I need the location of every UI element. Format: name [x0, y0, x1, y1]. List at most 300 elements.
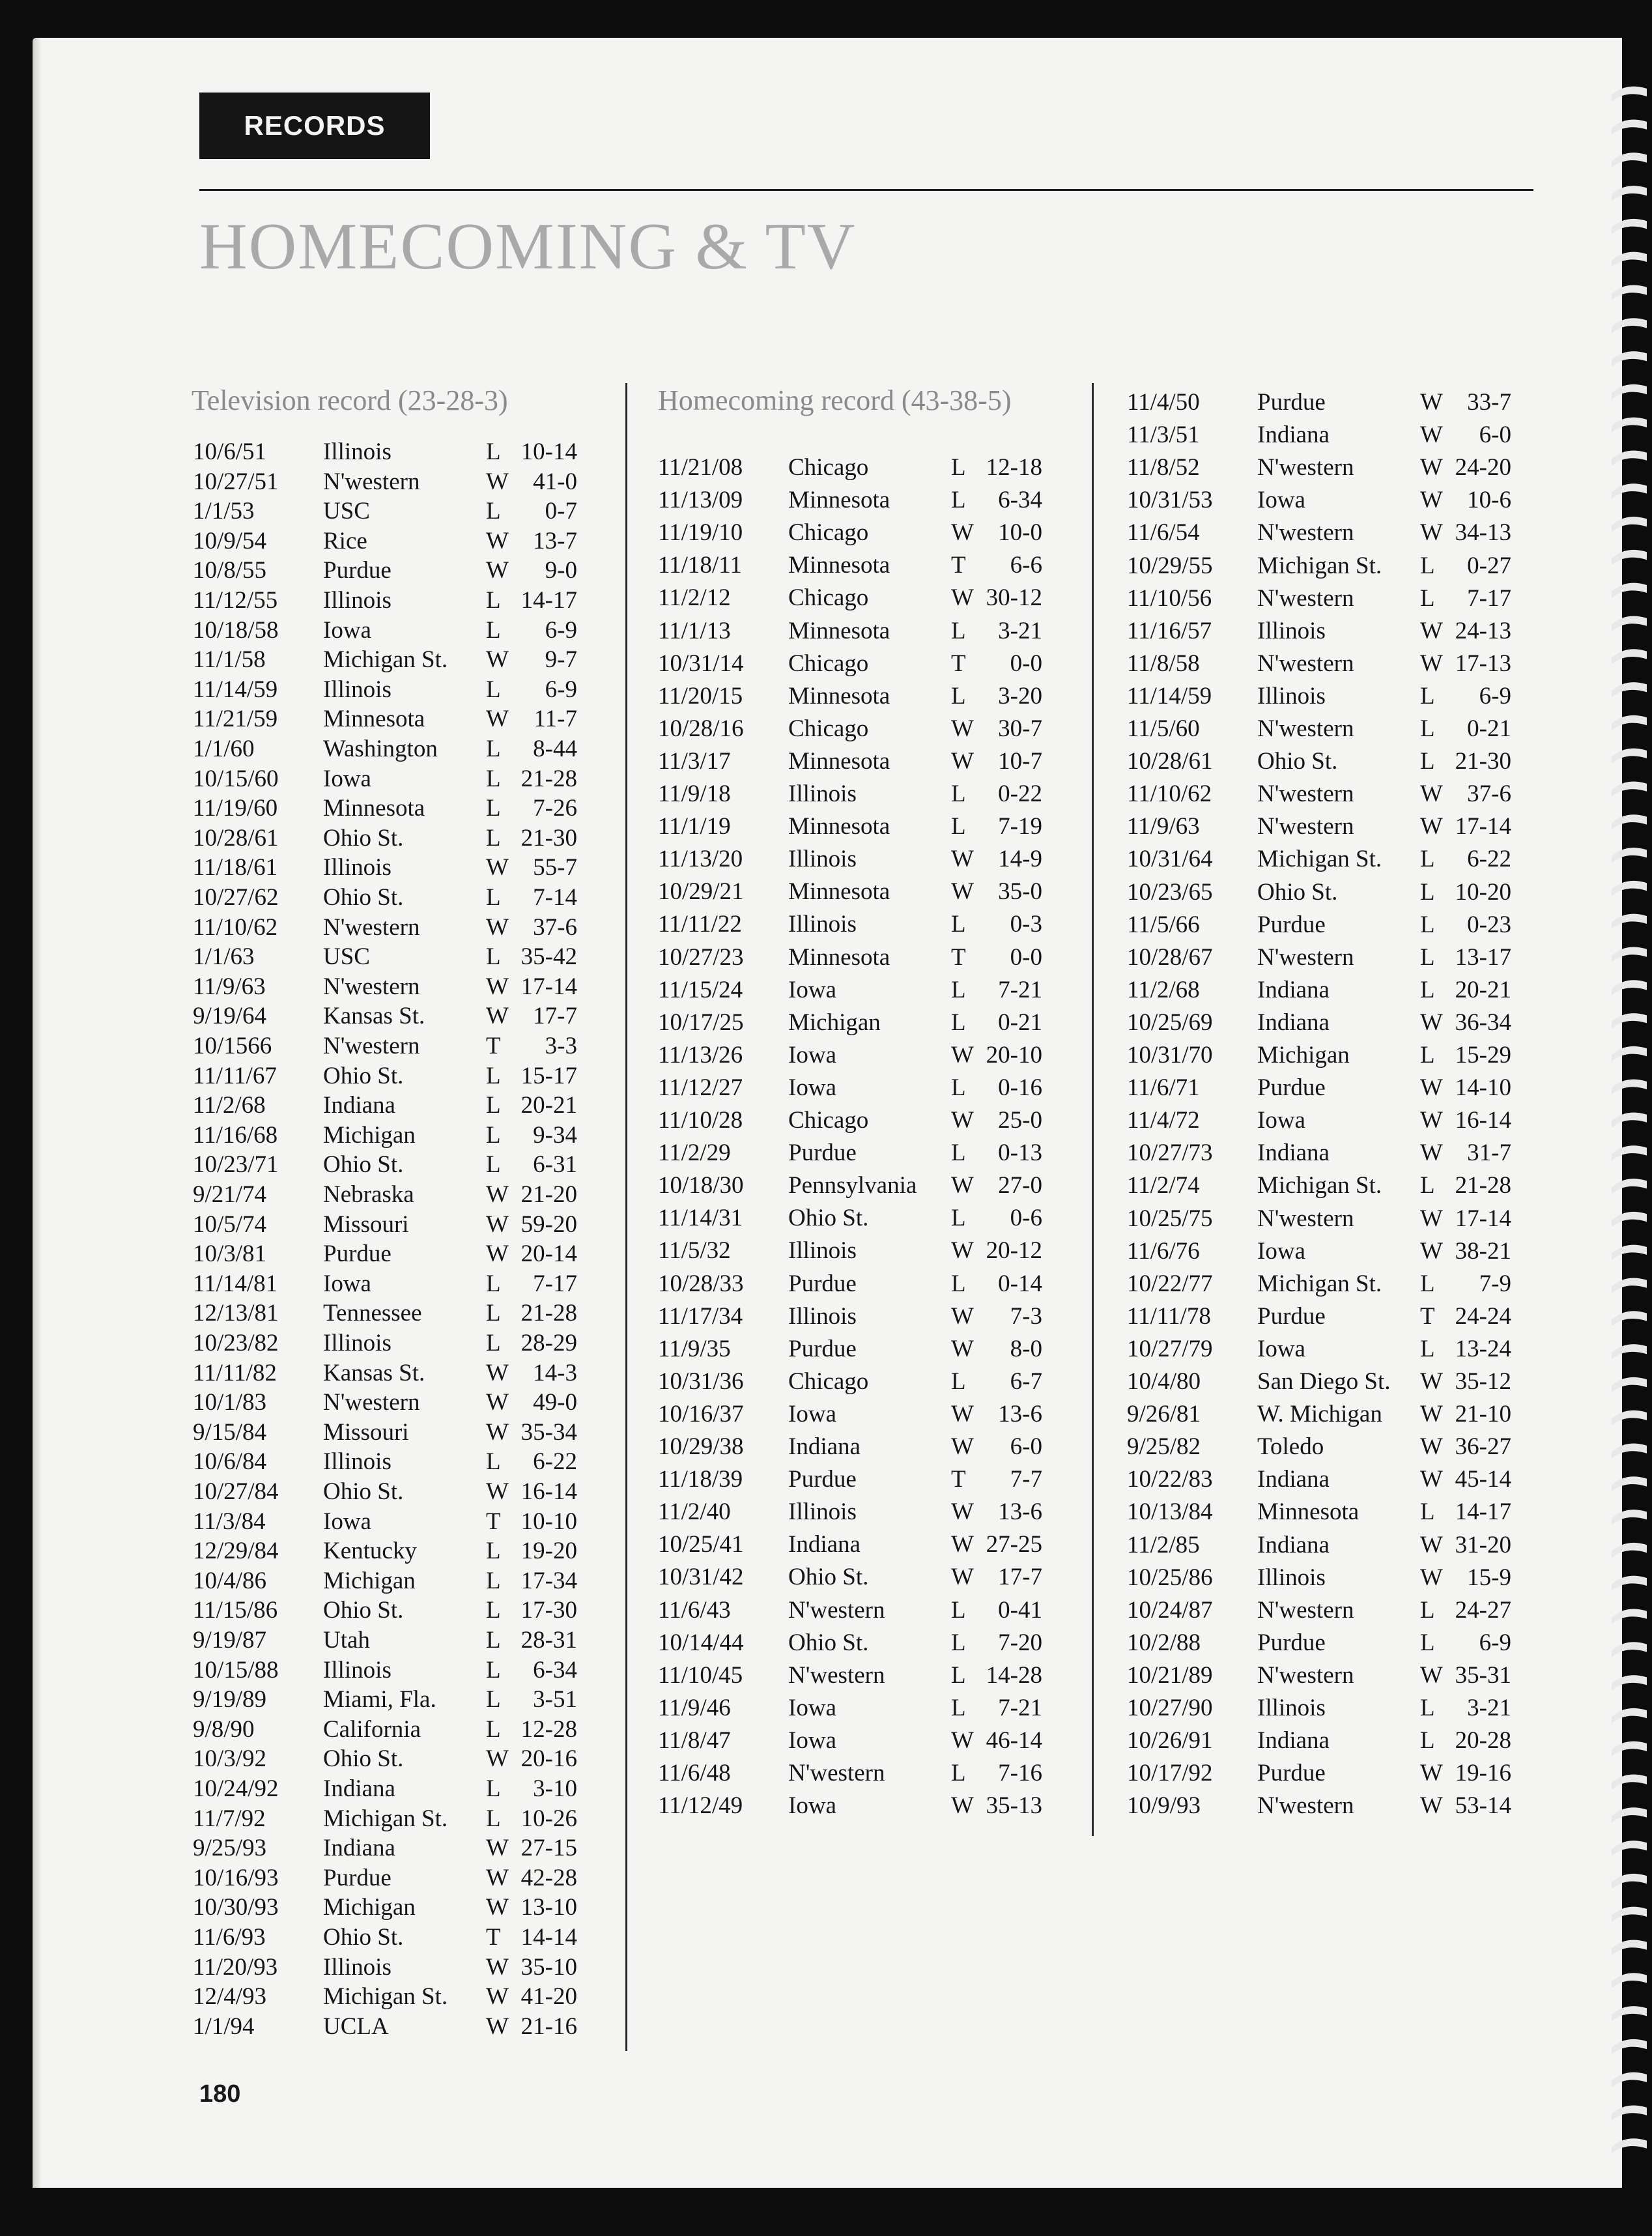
score: 27-25 — [986, 1531, 1042, 1558]
score: 7-21 — [998, 976, 1042, 1003]
result: L — [486, 438, 501, 465]
game-date: 11/14/31 — [658, 1205, 743, 1232]
opponent: Purdue — [323, 1864, 392, 1891]
game-date: 10/30/93 — [193, 1894, 279, 1921]
result: L — [951, 1205, 966, 1232]
game-date: 10/16/93 — [193, 1864, 279, 1891]
score: 3-51 — [533, 1686, 577, 1713]
opponent: N'western — [323, 468, 420, 495]
opponent: Pennsylvania — [788, 1172, 917, 1199]
game-date: 10/18/58 — [193, 616, 279, 644]
binding-coil — [1612, 1807, 1647, 1822]
game-date: 10/16/37 — [658, 1400, 744, 1427]
score: 6-9 — [545, 676, 577, 703]
binding-coil — [1612, 351, 1647, 366]
opponent: Iowa — [788, 1400, 836, 1427]
score: 3-21 — [1467, 1695, 1511, 1721]
opponent: Minnesota — [323, 706, 425, 733]
result: L — [486, 1538, 501, 1565]
opponent: Michigan St. — [323, 1805, 448, 1832]
score: 7-21 — [998, 1694, 1042, 1721]
score: 13-6 — [998, 1498, 1042, 1526]
section-label: RECORDS — [244, 110, 386, 141]
opponent: Illinois — [788, 1302, 857, 1330]
result: W — [486, 1418, 509, 1446]
result: W — [951, 1237, 974, 1265]
game-date: 11/12/55 — [193, 587, 278, 614]
opponent: Michigan St. — [1257, 1270, 1382, 1297]
opponent: Indiana — [323, 1092, 395, 1119]
score: 33-7 — [1467, 389, 1511, 416]
result: L — [486, 1627, 501, 1654]
result: W — [951, 1302, 974, 1330]
game-date: 9/19/87 — [193, 1627, 267, 1654]
result: L — [1420, 1042, 1435, 1068]
score: 21-28 — [520, 765, 577, 792]
game-date: 11/12/49 — [658, 1792, 743, 1820]
binding-coil — [1612, 1145, 1647, 1160]
binding-coil — [1612, 1609, 1647, 1624]
page-number: 180 — [199, 2080, 241, 2108]
column-divider — [625, 383, 627, 2051]
binding-coil — [1612, 252, 1647, 267]
game-date: 11/14/81 — [193, 1270, 278, 1297]
game-date: 11/9/63 — [193, 973, 266, 1000]
opponent: Kansas St. — [323, 1359, 425, 1386]
score: 20-16 — [520, 1745, 577, 1773]
opponent: N'western — [1257, 1661, 1354, 1689]
binding-coil — [1612, 186, 1647, 201]
result: W — [486, 913, 509, 941]
game-date: 11/11/82 — [193, 1359, 277, 1386]
result: L — [486, 1597, 501, 1624]
opponent: Indiana — [1257, 1466, 1330, 1493]
opponent: Ohio St. — [1257, 878, 1338, 906]
opponent: Kansas St. — [323, 1003, 425, 1030]
opponent: Ohio St. — [323, 824, 404, 852]
binding-coil — [1612, 814, 1647, 829]
score: 35-0 — [998, 878, 1042, 906]
score: 10-7 — [998, 747, 1042, 775]
opponent: Illinois — [323, 1448, 392, 1476]
result: L — [1420, 1498, 1435, 1526]
opponent: Toledo — [1257, 1433, 1324, 1461]
opponent: Minnesota — [788, 487, 890, 514]
game-date: 10/5/74 — [193, 1211, 267, 1238]
score: 16-14 — [1455, 1107, 1511, 1134]
score: 13-6 — [998, 1400, 1042, 1427]
result: L — [486, 1448, 501, 1476]
opponent: Purdue — [788, 1335, 857, 1362]
score: 21-30 — [520, 824, 577, 852]
result: L — [951, 1270, 966, 1297]
opponent: Ohio St. — [323, 1151, 404, 1179]
game-date: 11/3/17 — [658, 747, 731, 775]
game-date: 11/8/52 — [1127, 454, 1200, 481]
game-date: 10/6/51 — [193, 438, 267, 465]
opponent: Chicago — [788, 584, 869, 612]
opponent: N'western — [323, 1389, 420, 1416]
binding-coil — [1612, 616, 1647, 631]
game-date: 10/3/92 — [193, 1745, 267, 1773]
result: L — [1420, 846, 1435, 873]
result: L — [1420, 976, 1435, 1003]
opponent: Indiana — [323, 1775, 395, 1802]
score: 21-28 — [1455, 1172, 1511, 1199]
score: 37-6 — [1467, 781, 1511, 808]
result: W — [951, 1335, 974, 1362]
result: W — [951, 1792, 974, 1820]
score: 14-9 — [998, 846, 1042, 873]
result: W — [951, 1400, 974, 1427]
game-date: 11/21/08 — [658, 454, 743, 481]
game-date: 10/26/91 — [1127, 1727, 1213, 1755]
opponent: Utah — [323, 1627, 370, 1654]
opponent: Iowa — [323, 765, 371, 792]
score: 0-3 — [1010, 911, 1042, 938]
game-date: 11/14/59 — [193, 676, 278, 703]
game-date: 9/25/82 — [1127, 1433, 1201, 1461]
result: W — [1420, 781, 1443, 808]
result: L — [486, 616, 501, 644]
result: W — [951, 846, 974, 873]
game-date: 11/16/68 — [193, 1121, 278, 1149]
result: L — [486, 1656, 501, 1684]
opponent: Iowa — [788, 1074, 836, 1101]
opponent: Illinois — [1257, 682, 1326, 710]
opponent: Purdue — [1257, 1302, 1326, 1330]
binding-coil — [1612, 715, 1647, 730]
score: 21-10 — [1455, 1401, 1511, 1428]
score: 13-10 — [520, 1894, 577, 1921]
result: T — [486, 1508, 501, 1535]
game-date: 10/23/71 — [193, 1151, 279, 1179]
game-date: 10/1/83 — [193, 1389, 267, 1416]
game-date: 10/31/14 — [658, 650, 744, 677]
opponent: Purdue — [323, 557, 392, 584]
score: 7-19 — [998, 813, 1042, 840]
opponent: Michigan St. — [323, 646, 448, 674]
result: W — [486, 2013, 509, 2040]
binding-coil — [1612, 1543, 1647, 1558]
score: 6-9 — [1479, 682, 1511, 710]
game-date: 9/25/93 — [193, 1835, 267, 1862]
opponent: N'western — [1257, 1596, 1354, 1624]
game-date: 9/15/84 — [193, 1418, 267, 1446]
header-rule — [199, 189, 1533, 191]
game-date: 10/31/64 — [1127, 846, 1213, 873]
game-date: 11/19/60 — [193, 795, 278, 822]
score: 6-7 — [1010, 1368, 1042, 1395]
result: L — [486, 1151, 501, 1179]
score: 6-22 — [1467, 846, 1511, 873]
game-date: 11/9/63 — [1127, 813, 1200, 840]
score: 8-0 — [1010, 1335, 1042, 1362]
result: L — [1420, 1172, 1435, 1199]
game-date: 10/6/84 — [193, 1448, 267, 1476]
opponent: Michigan — [1257, 1042, 1350, 1068]
result: W — [1420, 650, 1443, 677]
result: W — [486, 1983, 509, 2011]
result: L — [1420, 943, 1435, 971]
result: W — [486, 468, 509, 495]
result: L — [1420, 1335, 1435, 1362]
score: 27-0 — [998, 1172, 1042, 1199]
result: L — [951, 1694, 966, 1721]
binding-coil — [1612, 1013, 1647, 1028]
result: L — [1420, 715, 1435, 742]
result: W — [486, 706, 509, 733]
score: 17-14 — [1455, 1205, 1511, 1232]
score: 0-21 — [1467, 715, 1511, 742]
binding-coil — [1612, 384, 1647, 399]
game-date: 10/31/36 — [658, 1368, 744, 1395]
game-date: 11/6/93 — [193, 1924, 266, 1951]
binding-coil — [1612, 980, 1647, 995]
score: 17-7 — [533, 1003, 577, 1030]
game-date: 12/4/93 — [193, 1983, 267, 2011]
opponent: Michigan — [323, 1567, 416, 1594]
opponent: Illinois — [323, 854, 392, 882]
game-date: 10/17/25 — [658, 1009, 744, 1036]
result: W — [1420, 1074, 1443, 1102]
result: W — [951, 1531, 974, 1558]
score: 7-9 — [1479, 1270, 1511, 1297]
game-date: 11/5/32 — [658, 1237, 731, 1265]
score: 0-13 — [998, 1140, 1042, 1167]
opponent: Illinois — [788, 911, 857, 938]
opponent: Ohio St. — [323, 1924, 404, 1951]
opponent: Minnesota — [788, 552, 890, 579]
opponent: Purdue — [1257, 1629, 1326, 1656]
game-date: 11/2/85 — [1127, 1531, 1200, 1558]
spiral-binding — [1606, 0, 1652, 2236]
opponent: Illinois — [788, 846, 857, 873]
score: 20-21 — [520, 1092, 577, 1119]
game-date: 11/7/92 — [193, 1805, 266, 1832]
opponent: Michigan — [323, 1894, 416, 1921]
result: W — [486, 973, 509, 1000]
result: W — [486, 527, 509, 554]
result: L — [951, 1629, 966, 1656]
score: 0-14 — [998, 1270, 1042, 1297]
game-date: 10/28/61 — [1127, 748, 1213, 775]
score: 6-9 — [545, 616, 577, 644]
binding-coil — [1612, 749, 1647, 764]
binding-coil — [1612, 152, 1647, 167]
game-date: 1/1/63 — [193, 943, 255, 971]
result: L — [486, 1686, 501, 1713]
opponent: Iowa — [1257, 1335, 1305, 1362]
score: 10-14 — [520, 438, 577, 465]
score: 10-26 — [520, 1805, 577, 1832]
score: 21-20 — [520, 1181, 577, 1208]
game-date: 11/9/35 — [658, 1335, 731, 1362]
opponent: N'western — [1257, 519, 1354, 547]
opponent: Purdue — [1257, 389, 1326, 416]
result: W — [1420, 454, 1443, 481]
score: 28-29 — [520, 1330, 577, 1356]
game-date: 10/23/65 — [1127, 878, 1213, 906]
result: W — [1420, 1107, 1443, 1134]
game-date: 11/13/26 — [658, 1041, 743, 1068]
score: 41-0 — [533, 468, 577, 495]
opponent: Kentucky — [323, 1538, 417, 1565]
result: L — [1420, 1596, 1435, 1624]
result: L — [486, 765, 501, 792]
score: 49-0 — [533, 1389, 577, 1416]
binding-coil — [1612, 285, 1647, 300]
score: 3-10 — [533, 1775, 577, 1802]
binding-coil — [1612, 1841, 1647, 1856]
game-date: 10/24/87 — [1127, 1596, 1213, 1624]
game-date: 11/4/50 — [1127, 389, 1200, 416]
opponent: Ohio St. — [788, 1629, 869, 1656]
game-date: 10/25/75 — [1127, 1205, 1213, 1232]
score: 7-7 — [1010, 1466, 1042, 1493]
opponent: Iowa — [1257, 1107, 1305, 1134]
game-date: 11/8/47 — [658, 1727, 731, 1754]
opponent: Chicago — [788, 1368, 869, 1395]
game-date: 10/27/79 — [1127, 1335, 1213, 1362]
binding-coil — [1612, 1742, 1647, 1756]
result: L — [951, 1074, 966, 1101]
score: 36-27 — [1455, 1433, 1511, 1461]
game-date: 10/8/55 — [193, 557, 267, 584]
result: W — [1420, 813, 1443, 840]
score: 30-7 — [998, 715, 1042, 742]
game-date: 10/21/89 — [1127, 1661, 1213, 1689]
game-date: 10/25/41 — [658, 1531, 744, 1558]
game-date: 11/6/48 — [658, 1760, 731, 1786]
score: 41-20 — [520, 1983, 577, 2011]
opponent: Iowa — [788, 976, 836, 1003]
game-date: 10/27/23 — [658, 943, 744, 971]
game-date: 10/25/86 — [1127, 1564, 1213, 1591]
result: W — [1420, 1237, 1443, 1265]
result: W — [1420, 1792, 1443, 1820]
game-date: 10/27/62 — [193, 884, 279, 911]
result: L — [1420, 1695, 1435, 1721]
binding-coil — [1612, 1642, 1647, 1657]
page-title: HOMECOMING & TV — [199, 210, 857, 283]
page-edge-shadow — [33, 38, 42, 2188]
binding-coil — [1612, 1278, 1647, 1293]
game-date: 10/31/42 — [658, 1564, 744, 1591]
score: 10-10 — [520, 1508, 577, 1535]
result: W — [951, 1433, 974, 1460]
score: 6-9 — [1479, 1629, 1511, 1656]
game-date: 11/12/27 — [658, 1074, 743, 1101]
score: 34-13 — [1455, 519, 1511, 547]
game-date: 11/2/12 — [658, 584, 731, 612]
game-date: 10/29/21 — [658, 878, 744, 906]
opponent: Iowa — [323, 1270, 371, 1297]
result: W — [486, 1003, 509, 1030]
opponent: Iowa — [788, 1727, 836, 1754]
opponent: N'western — [788, 1596, 885, 1624]
document-page — [33, 38, 1622, 2188]
opponent: N'western — [788, 1661, 885, 1689]
game-date: 9/19/89 — [193, 1686, 267, 1713]
game-date: 11/3/51 — [1127, 422, 1200, 449]
score: 3-21 — [998, 617, 1042, 644]
opponent: Illinois — [323, 587, 392, 614]
result: L — [486, 736, 501, 762]
game-date: 11/16/57 — [1127, 617, 1212, 644]
score: 24-20 — [1455, 454, 1511, 481]
binding-coil — [1612, 947, 1647, 962]
opponent: Purdue — [1257, 911, 1326, 938]
score: 3-3 — [545, 1033, 577, 1059]
opponent: Indiana — [1257, 1009, 1330, 1036]
result: W — [486, 646, 509, 674]
game-date: 11/2/40 — [658, 1498, 731, 1526]
result: T — [1420, 1302, 1435, 1330]
binding-coil — [1612, 550, 1647, 565]
game-date: 10/3/81 — [193, 1240, 267, 1268]
opponent: California — [323, 1715, 421, 1743]
game-date: 11/14/59 — [1127, 682, 1212, 710]
score: 31-20 — [1455, 1531, 1511, 1558]
result: L — [486, 676, 501, 703]
score: 42-28 — [520, 1864, 577, 1891]
game-date: 11/4/72 — [1127, 1107, 1200, 1134]
result: L — [951, 911, 966, 938]
opponent: Ohio St. — [323, 884, 404, 911]
game-date: 10/27/84 — [193, 1478, 279, 1505]
result: T — [951, 943, 966, 971]
opponent: Indiana — [1257, 976, 1330, 1003]
score: 13-17 — [1455, 943, 1511, 971]
score: 15-9 — [1467, 1564, 1511, 1591]
score: 14-28 — [986, 1661, 1042, 1689]
result: W — [951, 1727, 974, 1754]
game-date: 10/29/55 — [1127, 552, 1213, 579]
game-date: 10/23/82 — [193, 1330, 279, 1356]
game-date: 10/22/77 — [1127, 1270, 1213, 1297]
binding-coil — [1612, 881, 1647, 896]
result: W — [1420, 1368, 1443, 1395]
game-date: 11/15/24 — [658, 976, 743, 1003]
binding-coil — [1612, 1874, 1647, 1889]
game-date: 10/1566 — [193, 1033, 272, 1059]
binding-coil — [1612, 2105, 1647, 2120]
opponent: UCLA — [323, 2013, 389, 2040]
game-date: 11/18/61 — [193, 854, 278, 882]
result: W — [951, 715, 974, 742]
game-date: 11/6/71 — [1127, 1074, 1200, 1102]
score: 6-0 — [1010, 1433, 1042, 1460]
score: 9-34 — [533, 1121, 577, 1149]
game-date: 10/9/93 — [1127, 1792, 1201, 1820]
score: 27-15 — [520, 1835, 577, 1862]
game-date: 10/28/67 — [1127, 943, 1213, 971]
binding-coil — [1612, 1675, 1647, 1690]
opponent: Minnesota — [323, 795, 425, 822]
game-date: 1/1/94 — [193, 2013, 255, 2040]
score: 20-28 — [1455, 1727, 1511, 1755]
result: W — [951, 878, 974, 906]
result: W — [486, 1211, 509, 1238]
score: 16-14 — [520, 1478, 577, 1505]
score: 21-30 — [1455, 748, 1511, 775]
game-date: 11/3/84 — [193, 1508, 266, 1535]
score: 0-7 — [545, 498, 577, 525]
result: W — [951, 1498, 974, 1526]
score: 35-13 — [986, 1792, 1042, 1820]
opponent: Illinois — [788, 1498, 857, 1526]
